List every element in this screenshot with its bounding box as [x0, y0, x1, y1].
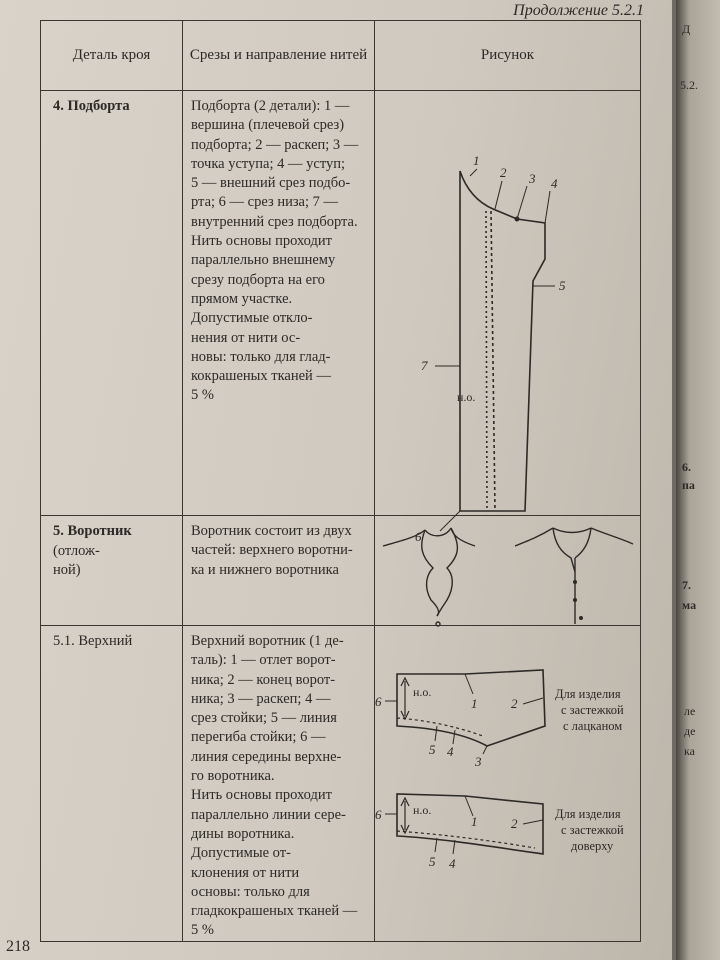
collar-a-label-3: 3: [475, 754, 482, 769]
description-line: дины воротника.: [191, 825, 295, 842]
table-row: [41, 91, 641, 516]
description-line: Нить основы проходит: [191, 233, 332, 250]
description-line: кокрашеных тканей —: [191, 368, 331, 385]
next-page-fragment: ма: [682, 598, 697, 612]
part-description: [183, 626, 374, 941]
description-line: нения от нити ос-: [191, 329, 301, 346]
table-row: [41, 516, 641, 626]
description-line: параллельно линии сере-: [191, 806, 346, 823]
description-line: прямом участке.: [191, 290, 293, 307]
table-row: [41, 626, 641, 942]
collar-a-label-4: 4: [447, 744, 454, 759]
part-cell: [41, 626, 183, 942]
facing-drawing: [375, 91, 639, 544]
description-line: перегиба стойки; 6 —: [191, 729, 326, 746]
figure-cell: [375, 626, 641, 942]
description-line: го воротника.: [191, 768, 275, 785]
description-line: 5 %: [191, 387, 214, 404]
figure-cell: [375, 91, 641, 544]
part-name: 5. Воротник (отлож- ной): [53, 523, 132, 578]
description-line: Подборта (2 детали): 1 —: [191, 98, 350, 114]
description-line: новы: только для глад-: [191, 348, 331, 365]
column-header-cuts: Срезы и направление нитей: [183, 21, 375, 91]
collar-a-caption-2: с застежкой: [561, 703, 624, 717]
description-line: ка и нижнего воротника: [191, 561, 339, 578]
part-cell: [41, 91, 183, 516]
description-line: частей: верхнего воротни-: [191, 542, 353, 559]
collar-a-grain: н.о.: [413, 685, 432, 699]
collar-b-label-2: 2: [511, 816, 518, 831]
collar-b-label-5: 5: [429, 854, 436, 869]
description-line: 5 %: [191, 922, 214, 939]
part-description: [183, 91, 374, 406]
collar-a-caption-1: Для изделия: [555, 687, 621, 701]
description-line: Допустимые откло-: [191, 310, 313, 327]
description-line: Воротник состоит из двух: [191, 523, 352, 539]
top-collar-drawings: [375, 626, 639, 934]
description-line: Нить основы проходит: [191, 787, 332, 804]
next-page-fragment: ка: [684, 744, 695, 758]
part-name: 4. Подборта: [53, 98, 130, 114]
next-page-edge: [676, 0, 720, 960]
column-header-figure: Рисунок: [375, 21, 641, 91]
page-number: 218: [6, 938, 30, 955]
next-page-fragment: па: [682, 478, 695, 492]
next-page-fragment: 5.2.: [680, 78, 698, 92]
description-line: 5 — внешний срез подбо-: [191, 175, 351, 192]
collar-a-label-6: 6: [375, 694, 382, 709]
pattern-table: [40, 20, 641, 942]
figure-label-2: 2: [500, 165, 507, 180]
description-line: основы: только для: [191, 883, 310, 900]
description-line: Допустимые от-: [191, 845, 291, 862]
description-line: точка уступа; 4 — уступ;: [191, 155, 345, 172]
figure-label-5: 5: [559, 278, 566, 293]
description-line: вершина (плечевой срез): [191, 117, 345, 134]
collar-b-caption-3: доверху: [571, 839, 614, 853]
figure-label-3: 3: [529, 171, 536, 186]
figure-label-7: 7: [421, 358, 428, 373]
next-page-fragment: 7.: [682, 578, 691, 592]
next-page-fragment: де: [684, 724, 696, 738]
description-line: таль): 1 — отлет ворот-: [191, 652, 336, 669]
collar-b-grain: н.о.: [413, 803, 432, 817]
table-header-row: [41, 21, 641, 91]
description-line: линия середины верхне-: [191, 748, 342, 765]
figure-label-4: 4: [551, 176, 558, 191]
continuation-title: Продолжение 5.2.1: [513, 2, 644, 19]
description-cell: [183, 626, 375, 942]
collar-b-label-1: 1: [471, 814, 478, 829]
next-page-fragment: 6.: [682, 460, 691, 474]
collar-a-label-2: 2: [511, 696, 518, 711]
description-line: срезу подборта на его: [191, 271, 325, 288]
description-line: ника; 2 — конец ворот-: [191, 671, 336, 688]
grain-label: н.о.: [457, 390, 476, 404]
part-cell: [41, 516, 183, 626]
collar-b-label-6: 6: [375, 807, 382, 822]
description-line: внутренний срез подборта.: [191, 213, 358, 230]
collar-drawings: [375, 516, 639, 624]
description-line: ника; 3 — раскеп; 4 —: [191, 690, 331, 707]
next-page-fragment: ле: [684, 704, 696, 718]
collar-b-caption-2: с застежкой: [561, 823, 624, 837]
collar-b-label-4: 4: [449, 856, 456, 871]
figure-label-6: 6: [415, 529, 422, 544]
description-line: гладкокрашеных тканей —: [191, 903, 358, 920]
collar-a-label-5: 5: [429, 742, 436, 757]
description-line: параллельно внешнему: [191, 252, 336, 269]
description-cell: [183, 91, 375, 516]
column-header-part: Деталь кроя: [41, 21, 183, 91]
figure-label-1: 1: [473, 153, 480, 168]
collar-a-label-1: 1: [471, 696, 478, 711]
description-line: клонения от нити: [191, 864, 300, 881]
collar-b-caption-1: Для изделия: [555, 807, 621, 821]
part-description: [183, 516, 374, 580]
next-page-fragment: Д: [682, 22, 691, 36]
description-line: рта; 6 — срез низа; 7 —: [191, 194, 339, 211]
description-line: подборта; 2 — раскеп; 3 —: [191, 136, 359, 153]
figure-cell: [375, 516, 641, 626]
description-line: срез стойки; 5 — линия: [191, 710, 337, 727]
description-line: Верхний воротник (1 де-: [191, 633, 344, 649]
collar-a-caption-3: с лацканом: [563, 719, 623, 733]
part-name: 5.1. Верхний: [53, 633, 133, 649]
description-cell: [183, 516, 375, 626]
